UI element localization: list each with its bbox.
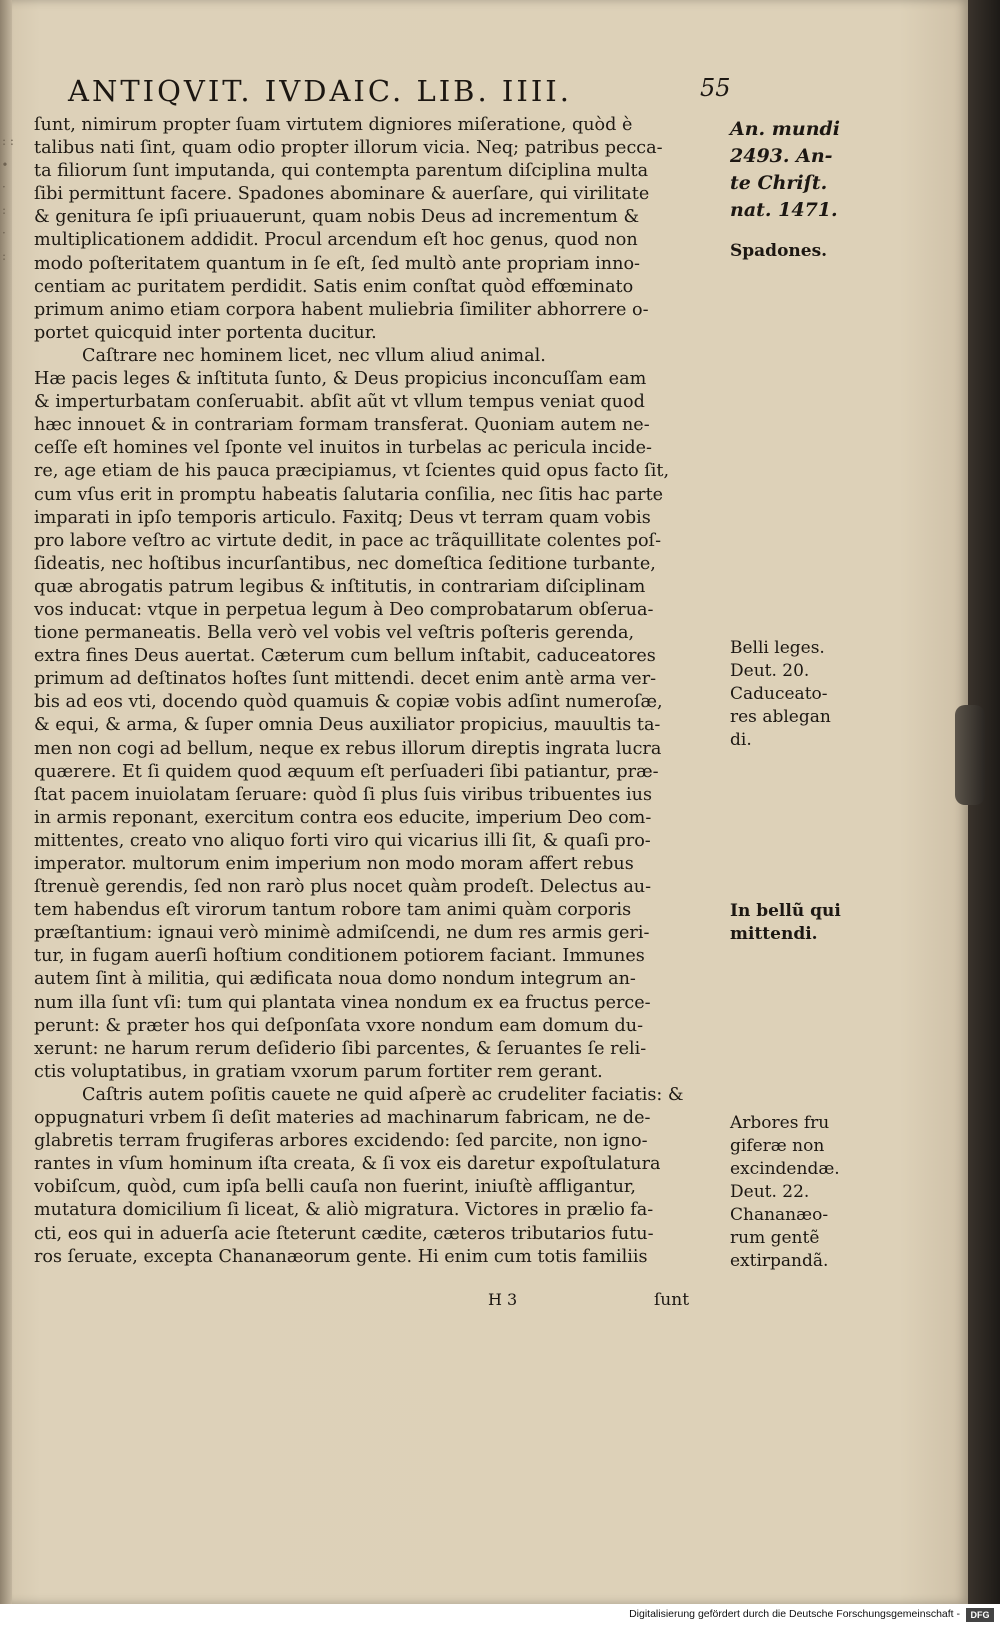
margin-note-line: nat. 1471.: [730, 199, 838, 221]
margin-note-line: excindendæ.: [730, 1159, 840, 1179]
dfg-logo: DFG: [966, 1608, 994, 1622]
text-line: Caſtris autem poſitis cauete ne quid aſperè ac crudeliter faciatis: &: [82, 1084, 684, 1105]
text-line: Caſtrare nec hominem licet, nec vllum aliud animal.: [82, 345, 546, 366]
text-line: ctis voluptatibus, in gratiam vxorum parum fortiter rem gerant.: [34, 1061, 603, 1082]
text-line: mutatura domicilium ſi liceat, & aliò migratura. Victores in prælio fa-: [34, 1200, 654, 1221]
margin-note-line: 2493. An-: [730, 145, 833, 167]
text-line: præſtantium: ignaui verò minimè admiſcendi, ne dum res armis geri-: [34, 923, 650, 944]
text-line: pro labore veſtro ac virtute dedit, in pace ac trãquillitate colentes poſ-: [34, 530, 662, 551]
text-line: multiplicationem addidit. Procul arcendum eſt hoc genus, quod non: [34, 230, 638, 251]
margin-note-line: An. mundi: [730, 118, 841, 140]
margin-note-line: Spadones.: [730, 241, 828, 261]
margin-note-line: Caduceato-: [730, 684, 828, 704]
text-line: glabretis terram frugiferas arbores excidendo: ſed parcite, non igno-: [34, 1131, 648, 1152]
text-line: quærere. Et ſi quidem quod æquum eſt perſuaderi ſibi patiantur, præ-: [34, 761, 659, 782]
text-line: talibus nati ſint, quam odio propter illorum vicia. Neq; patribus pecca-: [34, 138, 663, 159]
text-line: primum ad deſtinatos hoſtes ſunt mittendi. decet enim antè arma ver-: [34, 669, 657, 690]
body-text: [34, 114, 728, 1269]
signature-mark: H 3: [488, 1290, 518, 1309]
text-line: ta filiorum ſunt imputanda, qui contempta parentum diſciplina multa: [34, 161, 649, 182]
margin-note-line: Deut. 20.: [730, 661, 810, 681]
margin-note-line: Deut. 22.: [730, 1182, 810, 1202]
catchword: ſunt: [654, 1290, 690, 1310]
text-line: primum animo etiam corpora habent muliebria ſimiliter abhorrere o-: [34, 299, 649, 320]
text-line: modo poſteritatem quantum in ſe eſt, ſed multò ante propriam inno-: [34, 253, 640, 274]
text-line: men non cogi ad bellum, neque ex rebus illorum direptis ingrata lucra: [34, 738, 662, 759]
text-line: tur, in fugam auerſi hoſtium conditionem potiorem faciant. Immunes: [34, 946, 645, 967]
margin-note-spadones: [730, 240, 850, 263]
text-line: oppugnaturi vrbem ſi deſit materies ad machinarum fabricam, ne de-: [34, 1108, 651, 1129]
margin-note-arbores: [730, 1112, 850, 1273]
margin-note-belli-leges: [730, 637, 850, 752]
margin-note-year: [730, 116, 850, 224]
margin-note-line: Chananæo-: [730, 1205, 829, 1225]
margin-note-line: mittendi.: [730, 924, 818, 944]
margin-note-in-bello: [730, 900, 850, 946]
text-line: Hæ pacis leges & inſtituta ſunto, & Deus propicius inconcuſſam eam: [34, 369, 647, 390]
folio-number: 55: [700, 74, 731, 102]
margin-note-line: Belli leges.: [730, 638, 825, 658]
running-title: ANTIQVIT. IVDAIC. LIB. IIII.: [68, 74, 572, 108]
text-line: hæc innouet & in contrariam formam transferat. Quoniam autem ne-: [34, 415, 650, 436]
text-line: & imperturbatam conſeruabit. abſit aũt vt vllum tempus veniat quod: [34, 392, 645, 413]
text-line: in armis reponant, exercitum contra eos educite, imperium Deo com-: [34, 807, 652, 828]
margin-note-line: res ablegan: [730, 707, 831, 727]
text-line: tione permaneatis. Bella verò vel vobis vel veſtris poſteris gerenda,: [34, 623, 635, 644]
text-line: ſideatis, nec hoſtibus incurſantibus, nec domeſtica ſeditione turbante,: [34, 553, 656, 574]
page-clip: [955, 705, 985, 805]
text-line: rantes in vſum hominum iſta creata, & ſi vox eis daretur expoſtulatura: [34, 1154, 661, 1175]
text-line: vobiſcum, quòd, cum ipſa belli cauſa non fuerint, iniuſtè affligantur,: [34, 1177, 637, 1198]
text-line: & genitura ſe ipſi priuauerunt, quam nobis Deus ad incrementum &: [34, 207, 640, 228]
text-line: centiam ac puritatem perdidit. Satis enim conſtat quòd effœminato: [34, 276, 634, 297]
text-line: quæ abrogatis patrum legibus & inſtitutis, in contrariam diſciplinam: [34, 576, 646, 597]
text-line: num illa ſunt vſi: tum qui plantata vinea nondum ex ea fructus perce-: [34, 992, 651, 1013]
text-line: autem ſint à militia, qui ædificata noua domo nondum integrum an-: [34, 969, 636, 990]
text-line: ſtrenuè gerendis, ſed non rarò plus nocet quàm prodeſt. Delectus au-: [34, 877, 652, 898]
text-line: ſibi permittunt facere. Spadones abominare & auerſare, qui virilitate: [34, 184, 650, 205]
text-line: & equi, & arma, & ſuper omnia Deus auxiliator propicius, mauultis ta-: [34, 715, 661, 736]
text-line: xerunt: ne harum rerum deſiderio ſibi parcentes, & ſeruantes ſe reli-: [34, 1038, 647, 1059]
text-line: mittentes, creato vno aliquo forti viro qui vicarius illi ſit, & quaſi pro-: [34, 830, 651, 851]
margin-note-line: giferæ non: [730, 1136, 825, 1156]
text-line: cum vſus erit in promptu habeatis ſalutaria conſilia, nec ſitis hac parte: [34, 484, 664, 505]
margin-note-line: te Chriſt.: [730, 172, 828, 194]
margin-note-line: di.: [730, 730, 752, 750]
text-line: cti, eos qui in aduerſa acie ſteterunt cædite, cæteros tributarios futu-: [34, 1223, 654, 1244]
text-line: ſtat pacem inuiolatam ſeruare: quòd ſi plus ſuis viribus tribuentes ius: [34, 784, 653, 805]
digitization-credit: Digitalisierung gefördert durch die Deutsche Forschungsgemeinschaft -: [629, 1608, 960, 1620]
text-line: portet quicquid inter portenta ducitur.: [34, 322, 377, 343]
margin-note-line: In bellũ qui: [730, 901, 841, 921]
text-line: imperator. multorum enim imperium non modo moram affert rebus: [34, 854, 634, 874]
margin-note-line: extirpandã.: [730, 1251, 829, 1271]
margin-note-line: Arbores fru: [730, 1113, 830, 1133]
margin-note-line: rum gentẽ: [730, 1228, 820, 1248]
text-line: tem habendus eſt virorum tantum robore tam animi quàm corporis: [34, 900, 632, 921]
text-line: ſunt, nimirum propter ſuam virtutem digniores miſeratione, quòd è: [34, 115, 633, 135]
text-line: vos inducat: vtque in perpetua legum à Deo comprobatarum obſerua-: [34, 599, 654, 620]
text-line: imparati in ipſo temporis articulo. Faxitq; Deus vt terram quam vobis: [34, 507, 651, 528]
text-line: re, age etiam de his pauca præcipiamus, vt ſcientes quid opus facto ſit,: [34, 461, 670, 482]
text-line: ros ſeruate, excepta Chananæorum gente. Hi enim cum totis familiis: [34, 1246, 648, 1267]
bleed-through-marks: : : ∙ · : · :: [2, 134, 14, 263]
text-line: perunt: & præter hos qui deſponſata vxore nondum eam domum du-: [34, 1015, 644, 1036]
text-line: bis ad eos vti, docendo quòd quamuis & copiæ vobis adſint numeroſæ,: [34, 692, 663, 713]
text-line: extra fines Deus auertat. Cæterum cum bellum inſtabit, caduceatores: [34, 646, 656, 667]
text-line: ceſſe eſt homines vel ſponte vel inuitos in turbelas ac pericula incide-: [34, 438, 652, 459]
